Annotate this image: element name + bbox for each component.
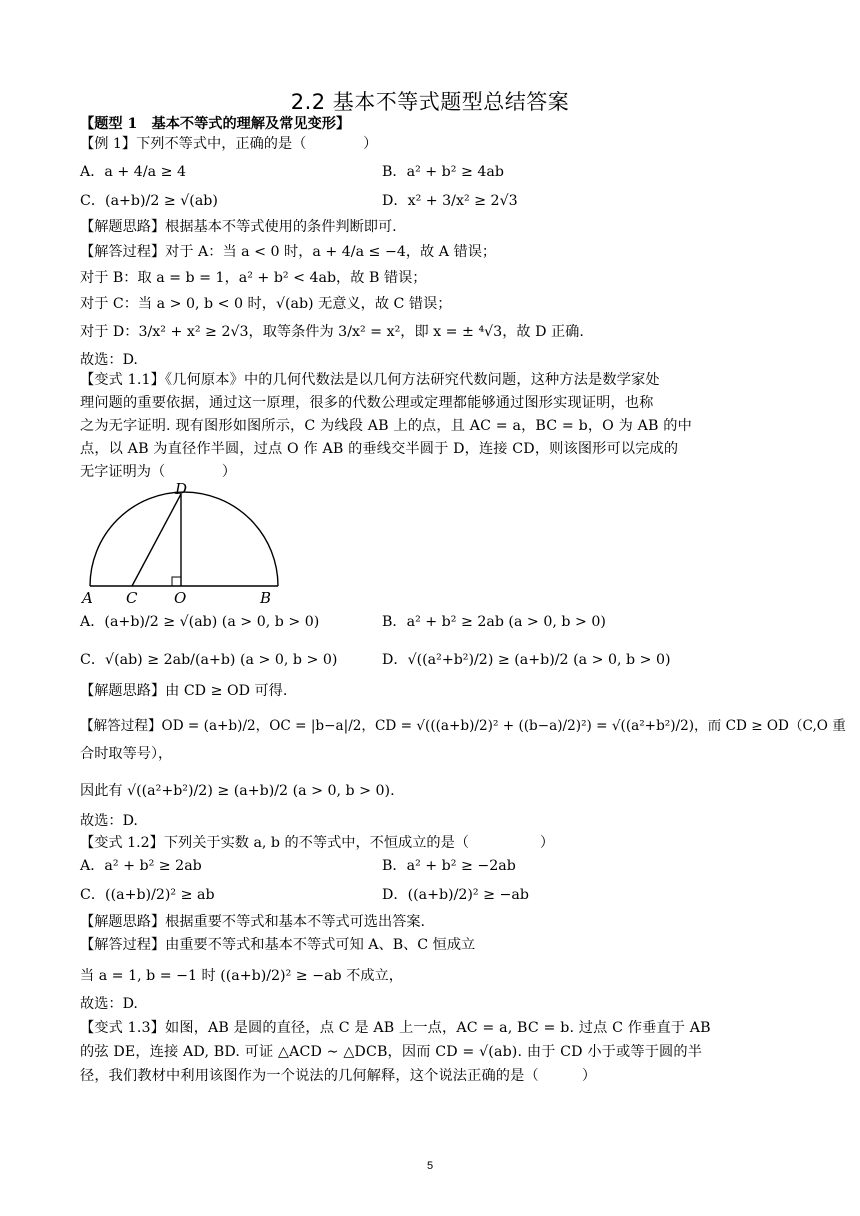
ex1-process-2: 对于 B：取 a = b = 1，a² + b² < 4ab，故 B 错误； bbox=[80, 270, 427, 286]
var13-line-2: 的弦 DE，连接 AD, BD. 可证 △ACD ∼ △DCB，因而 CD = √(ab). 由于 CD 小于或等于圆的半 bbox=[80, 1044, 703, 1060]
var13-line-3: 径，我们教材中利用该图作为一个说法的几何解释，这个说法正确的是（ ） bbox=[80, 1068, 597, 1084]
var11-process-2: 合时取等号）， bbox=[80, 746, 173, 762]
var12-option-b: B．a² + b² ≥ −2ab bbox=[382, 858, 516, 874]
var11-line-3: 之为无字证明. 现有图形如图所示，C 为线段 AB 上的点，且 AC = a，BC = b，O 为 AB 的中 bbox=[80, 418, 692, 434]
var12-option-a: A．a² + b² ≥ 2ab bbox=[80, 858, 202, 874]
var11-process-3: 因此有 √((a²+b²)/2) ≥ (a+b)/2 (a > 0, b > 0). bbox=[80, 783, 395, 799]
var12-process-1: 【解答过程】由重要不等式和基本不等式可知 A、B、C 恒成立 bbox=[80, 937, 476, 953]
var11-line-2: 理问题的重要依据，通过这一原理，很多的代数公理或定理都能够通过图形实现证明，也称 bbox=[80, 395, 654, 411]
ex1-option-c: C．(a+b)/2 ≥ √(ab) bbox=[80, 193, 218, 209]
var12-idea: 【解题思路】根据重要不等式和基本不等式可选出答案. bbox=[80, 914, 426, 930]
page-title: 2.2 基本不等式题型总结答案 bbox=[290, 90, 570, 114]
var11-option-b: B．a² + b² ≥ 2ab (a > 0, b > 0) bbox=[382, 614, 606, 630]
label-b: B bbox=[260, 589, 272, 607]
section-heading: 【题型 1 基本不等式的理解及常见变形】 bbox=[80, 116, 351, 132]
ex1-process-1: 【解答过程】对于 A：当 a < 0 时，a + 4/a ≤ −4，故 A 错误； bbox=[80, 244, 497, 260]
ex1-idea: 【解题思路】根据基本不等式使用的条件判断即可. bbox=[80, 219, 397, 235]
ex1-option-b: B．a² + b² ≥ 4ab bbox=[382, 164, 504, 180]
var11-line-4: 点，以 AB 为直径作半圆，过点 O 作 AB 的垂线交半圆于 D，连接 CD，则该图形可以完成的 bbox=[80, 441, 679, 457]
var11-option-a: A．(a+b)/2 ≥ √(ab) (a > 0, b > 0) bbox=[80, 614, 320, 630]
ex1-process-4: 对于 D：3/x² + x² ≥ 2√3，取等条件为 3/x² = x²，即 x = ± ⁴√3，故 D 正确. bbox=[80, 324, 584, 340]
right-angle-mark bbox=[172, 577, 181, 586]
var12-option-c: C．((a+b)/2)² ≥ ab bbox=[80, 887, 215, 903]
ex1-option-a: A．a + 4/a ≥ 4 bbox=[80, 164, 186, 180]
var11-answer: 故选：D. bbox=[80, 813, 138, 829]
semicircle-arc bbox=[90, 492, 278, 586]
label-o: O bbox=[174, 589, 187, 607]
var12-option-d: D．((a+b)/2)² ≥ −ab bbox=[382, 887, 529, 903]
segment-cd bbox=[132, 494, 181, 586]
ex1-process-3: 对于 C：当 a > 0, b < 0 时，√(ab) 无意义，故 C 错误； bbox=[80, 296, 452, 312]
var11-idea: 【解题思路】由 CD ≥ OD 可得. bbox=[80, 683, 288, 699]
var11-line-5: 无字证明为（ ） bbox=[80, 464, 237, 480]
var11-option-c: C．√(ab) ≥ 2ab/(a+b) (a > 0, b > 0) bbox=[80, 652, 338, 668]
var12-process-2: 当 a = 1, b = −1 时 ((a+b)/2)² ≥ −ab 不成立， bbox=[80, 968, 403, 984]
var12-answer: 故选：D. bbox=[80, 996, 138, 1012]
semicircle-figure bbox=[80, 480, 290, 610]
var11-option-d: D．√((a²+b²)/2) ≥ (a+b)/2 (a > 0, b > 0) bbox=[382, 652, 671, 668]
label-d: D bbox=[175, 480, 188, 498]
ex1-answer: 故选：D. bbox=[80, 352, 138, 368]
var13-line-1: 【变式 1.3】如图，AB 是圆的直径，点 C 是 AB 上一点，AC = a, BC = b. 过点 C 作垂直于 AB bbox=[80, 1020, 711, 1036]
ex1-option-d: D．x² + 3/x² ≥ 2√3 bbox=[382, 193, 518, 209]
label-a: A bbox=[82, 589, 93, 607]
label-c: C bbox=[126, 589, 138, 607]
page-number: 5 bbox=[426, 1160, 434, 1172]
var12-question: 【变式 1.2】下列关于实数 a, b 的不等式中，不恒成立的是（ ） bbox=[80, 835, 555, 851]
ex1-question: 【例 1】下列不等式中，正确的是（ ） bbox=[80, 136, 378, 152]
var11-line-1: 【变式 1.1】《几何原本》中的几何代数法是以几何方法研究代数问题，这种方法是数学家处 bbox=[80, 372, 660, 388]
var11-process-1: 【解答过程】OD = (a+b)/2，OC = |b−a|/2，CD = √(((a+b)/2)² + ((b−a)/2)²) = √((a²+b²)/2)，而 CD ≥ OD（C,O 重 bbox=[80, 718, 846, 734]
